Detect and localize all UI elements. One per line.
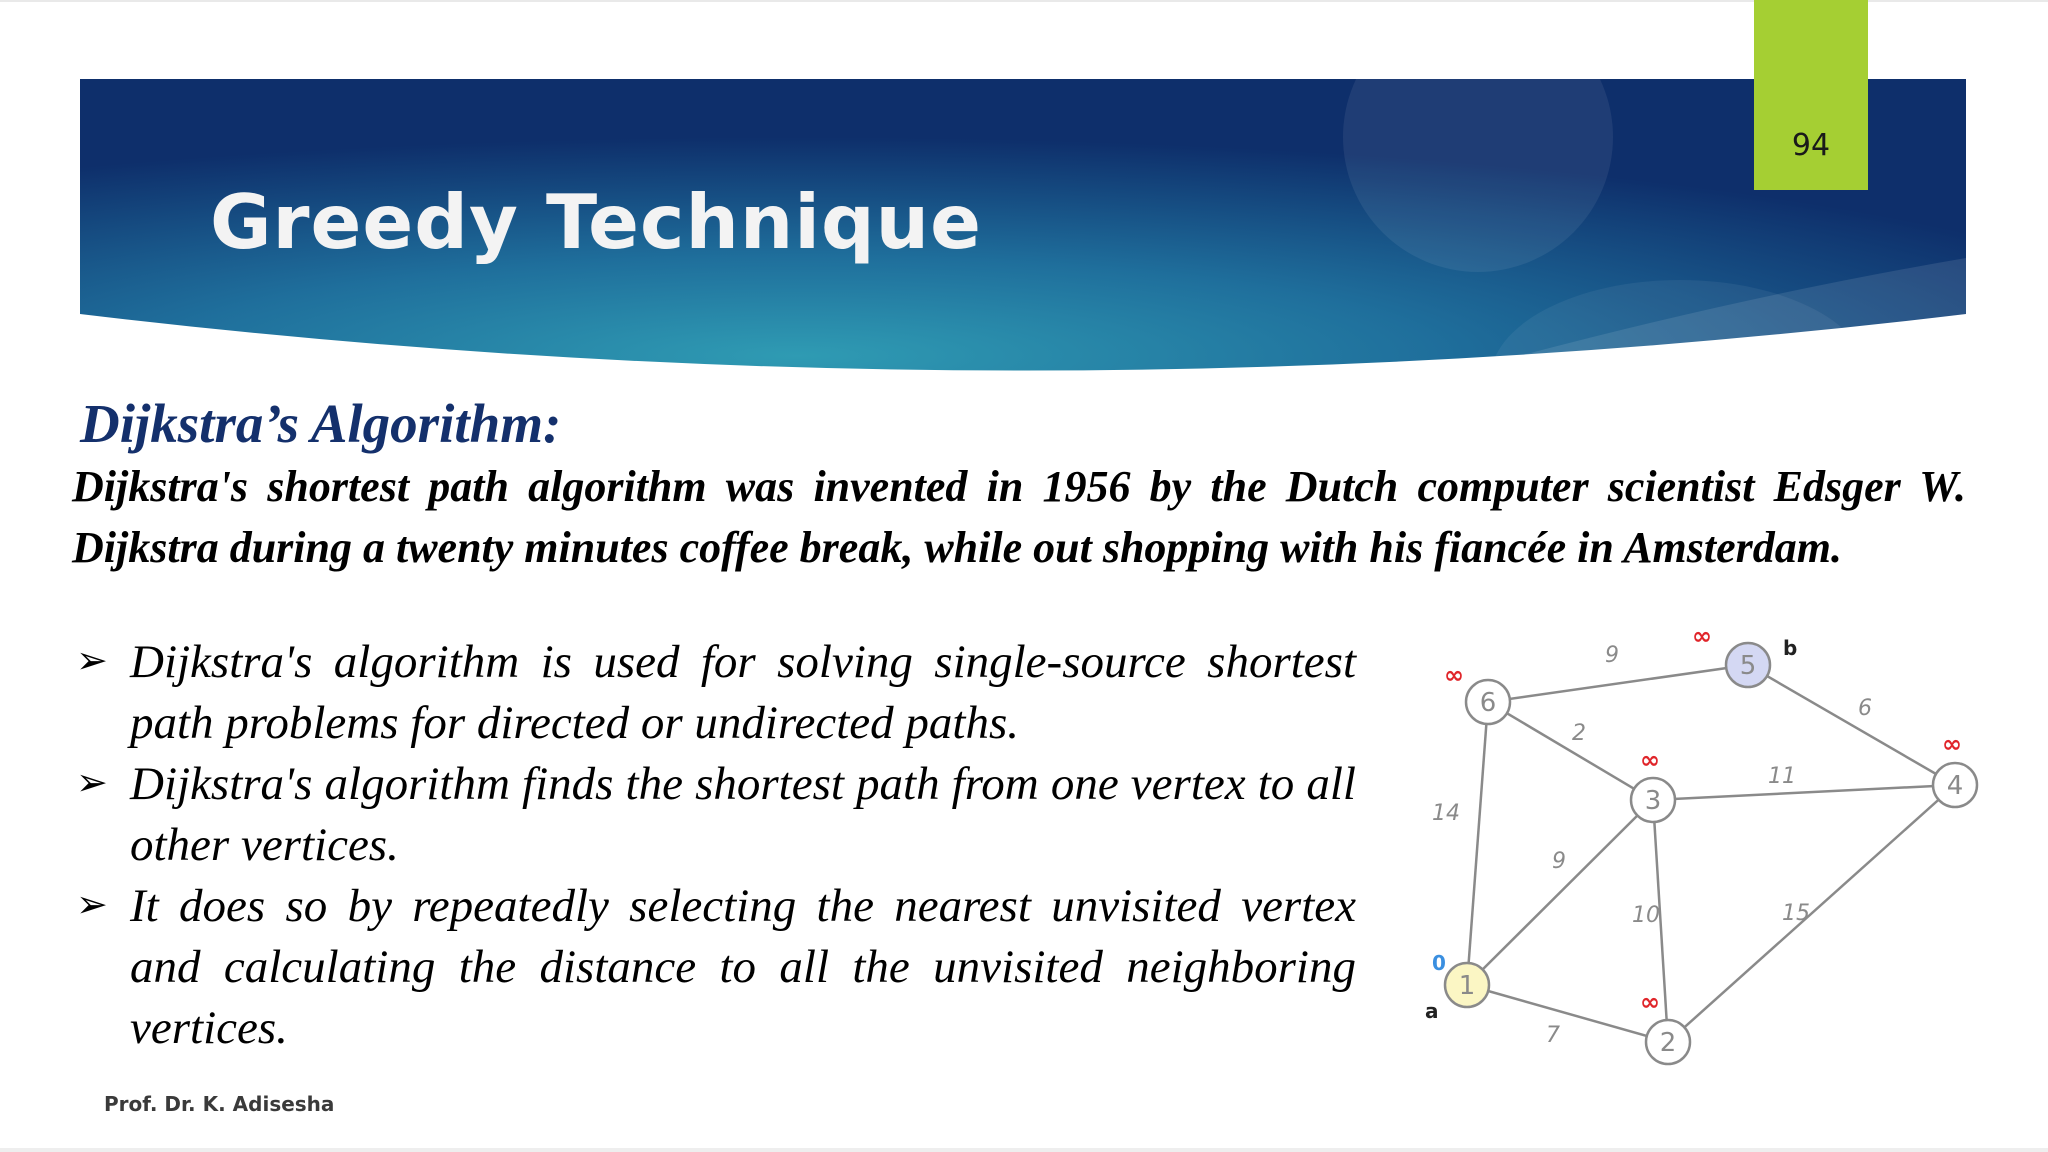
arrow-bullet-icon: ➢ (76, 638, 108, 682)
graph-edge-3-4 (1653, 785, 1955, 800)
arrow-bullet-icon: ➢ (76, 760, 108, 804)
edge-weight-label: 10 (1632, 903, 1660, 928)
node-tag-label: a (1425, 999, 1439, 1023)
graph-edge-6-3 (1488, 702, 1653, 800)
node-tag-label: b (1783, 636, 1798, 660)
node-label: 5 (1739, 651, 1757, 681)
node-distance-label: ∞ (1942, 730, 1962, 758)
bottom-border (0, 1148, 2048, 1152)
section-heading: Dijkstra’s Algorithm: (80, 393, 562, 454)
node-distance-label: ∞ (1444, 661, 1464, 689)
node-label: 2 (1659, 1028, 1677, 1058)
page-number: 94 (1791, 128, 1831, 163)
node-distance-label: 0 (1432, 951, 1446, 975)
edge-weight-label: 2 (1572, 721, 1586, 746)
footer-author: Prof. Dr. K. Adisesha (104, 1092, 335, 1116)
graph-edge-6-5 (1488, 665, 1748, 702)
node-label: 6 (1479, 688, 1497, 718)
edge-weight-label: 11 (1768, 764, 1796, 789)
node-distance-label: ∞ (1692, 622, 1712, 650)
edge-weight-label: 7 (1546, 1023, 1560, 1048)
bullet-text: Dijkstra's algorithm finds the shortest path from one vertex to all other vertices. (130, 758, 1356, 871)
graph-edge-6-1 (1467, 702, 1488, 985)
graph-node-1 (1425, 951, 1489, 1023)
bullet-item (76, 632, 1356, 754)
graph-node-5 (1692, 622, 1797, 687)
node-distance-label: ∞ (1640, 988, 1660, 1016)
bullet-text: Dijkstra's algorithm is used for solving single-source shortest path problems for directed or undirected paths. (130, 636, 1356, 749)
bullet-item (76, 876, 1356, 1059)
edge-weight-label: 9 (1552, 849, 1566, 874)
edge-weight-label: 15 (1782, 901, 1810, 926)
graph-node-6 (1444, 661, 1510, 724)
graph-edge-1-2 (1467, 985, 1668, 1042)
graph-edge-1-3 (1467, 800, 1653, 985)
bullet-item (76, 754, 1356, 876)
bullet-list (76, 632, 1356, 1059)
edge-weight-label: 6 (1858, 696, 1872, 721)
node-label: 3 (1644, 786, 1662, 816)
edge-weight-label: 9 (1605, 643, 1619, 668)
slide-title: Greedy Technique (210, 178, 982, 266)
node-label: 4 (1946, 771, 1964, 801)
graph-node-3 (1631, 746, 1675, 822)
graph-edge-2-4 (1668, 785, 1955, 1042)
node-label: 1 (1458, 971, 1476, 1001)
arrow-bullet-icon: ➢ (76, 882, 108, 926)
node-distance-label: ∞ (1640, 746, 1660, 774)
dijkstra-graph-diagram (1400, 610, 2000, 1090)
intro-paragraph: Dijkstra's shortest path algorithm was invented in 1956 by the Dutch computer scientist Edsger W. Dijkstra during a twenty minutes coffee break, while out shopping with his fiancée in Amsterdam. (72, 462, 1966, 572)
edge-weight-label: 14 (1432, 801, 1460, 826)
graph-node-4 (1933, 730, 1977, 807)
bullet-text: It does so by repeatedly selecting the nearest unvisited vertex and calculating the distance to all the unvisited neighboring vertices. (130, 880, 1356, 1054)
